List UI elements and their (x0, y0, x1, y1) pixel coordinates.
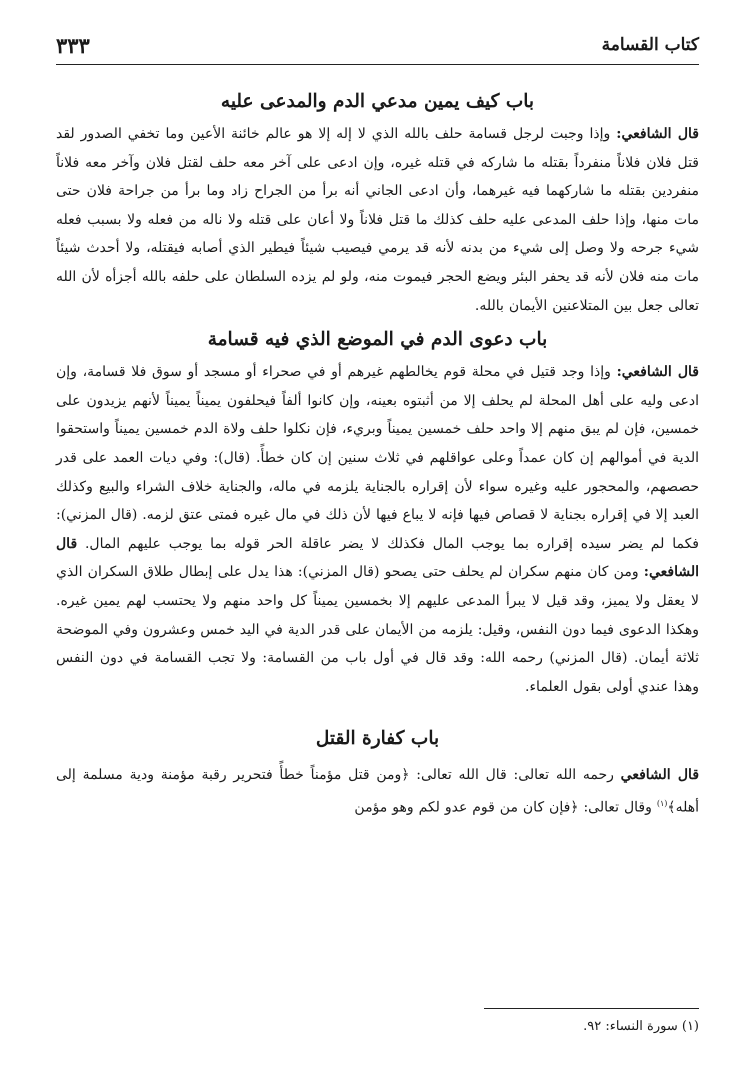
running-title: كتاب القسامة (601, 35, 699, 55)
paragraph-text: وقال تعالى: ﴿فإن كان من قوم عدو لكم وهو مؤمن (354, 799, 652, 816)
paragraph-text: وإذا وجد قتيل في محلة قوم يخالطهم غيرهم أو في صحراء أو مسجد أو سوق فلا قسامة، وإن ادعى وليه على أهل المحلة لم يحلف إلا من أثبتوه بعينه، وإن كانوا ألفاً فيحلفون يميناً يميناً لأنهم يزيدون على خمسين، فإن لم يبق منهم إلا واحد حلف خمسين يميناً وبريء، فإن نكلوا حلف ولاة الدم خمسين يميناً واستحقوا الدية في أموالهم إن كان عمداً وعلى عواقلهم في ثلاث سنين إن كان خطأً. (قال): وفي ديات العمد على قدر حصصهم، والمحجور عليه وغيره سواء لأن إقراره بالجناية يلزمه في ماله، والجناية خلاف الشراء والبيع وكذلك العبد إلا في إقراره بجناية لا قصاص فيها فإنه لا يباع فيها لأن ذلك في مال غيره فمتى عتق لزمه. (قال المزني): فكما لم يضر سيده إقراره بما يوجب المال فكذلك لا يضر عاقلة الحر قوله بما يوجب عليهم المال. (56, 364, 699, 552)
footnote-rule (484, 1008, 699, 1009)
paragraph (56, 761, 699, 822)
paragraph (56, 358, 699, 701)
speaker-label: قال الشافعي: (616, 126, 700, 142)
page-header (56, 33, 699, 61)
speaker-label: قال الشافعي: (616, 364, 699, 381)
section-title: باب دعوى الدم في الموضع الذي فيه قسامة (207, 329, 548, 351)
paragraph-text: ومن كان منهم سكران لم يحلف حتى يصحو (قال المزني): هذا يدل على إبطال طلاق السكران الذي لا يعقل ولا يميز، وقد قيل لا يبرأ المدعى عليهم إلا بخمسين يميناً كل واحد منهم ولا يحتسب لهم يمين غيره. وهكذا الدعوى فيما دون النفس، وقيل: يلزمه من الأيمان على قدر الدية في اليد خمس وعشرون وفي الموضحة ثلاثة أيمان. (قال المزني) رحمه الله: وقد قال في أول باب من القسامة: ولا تجب القسامة في دون النفس وهذا عندي أولى بقول العلماء. (56, 564, 699, 695)
paragraph-text: رحمه الله تعالى: قال الله تعالى: ﴿ومن قتل مؤمناً خطأً فتحرير رقبة مؤمنة ودية مسلمة إلى أهله﴾ (56, 767, 699, 816)
section-title: باب كيف يمين مدعي الدم والمدعى عليه (220, 91, 535, 112)
header-rule (56, 64, 699, 65)
paragraph (56, 120, 699, 320)
footnote-marker[interactable]: (١) (656, 798, 668, 808)
page-body (56, 84, 699, 822)
footnote: (١) سورة النساء: ٩٢. (583, 1019, 699, 1034)
section-title: باب كفارة القتل (315, 728, 440, 750)
speaker-label: قال الشافعي: (56, 535, 699, 581)
page-number: ٣٣٣ (56, 33, 90, 58)
paragraph-text: وإذا وجبت لرجل قسامة حلف بالله الذي لا إله إلا هو عالم خائنة الأعين وما تخفي الصدور لقد قتل فلان فلاناً منفرداً بقتله ما شاركه في قتله غيره، وإن ادعى على آخر معه حلف لقتل فلان وآخر معه فلاناً منفردين بقتله ما شاركهما فيه غيرهما، وأن ادعى الجاني أنه برأ من الجراح زاد وما برأ من جراحة فلان حتى مات منها، وإذا حلف المدعى عليه حلف كذلك ما قتل فلاناً ولا أعان على قتله ولا ناله من فعله ولا بسبب فعله شيء جرحه ولا وصل إلى شيء من بدنه لأنه قد يرمي فيصيب شيئاً فيطير الذي أصابه فيقتله، ولا أحدث شيئاً مات منه فلان لأنه قد يحفر البئر ويضع الحجر فيموت منه، ولو لم يزده السلطان على حلفه بالله أجزأه لأن الله تعالى جعل بين المتلاعنين الأيمان بالله. (56, 126, 699, 314)
speaker-label: قال الشافعي (620, 767, 700, 784)
